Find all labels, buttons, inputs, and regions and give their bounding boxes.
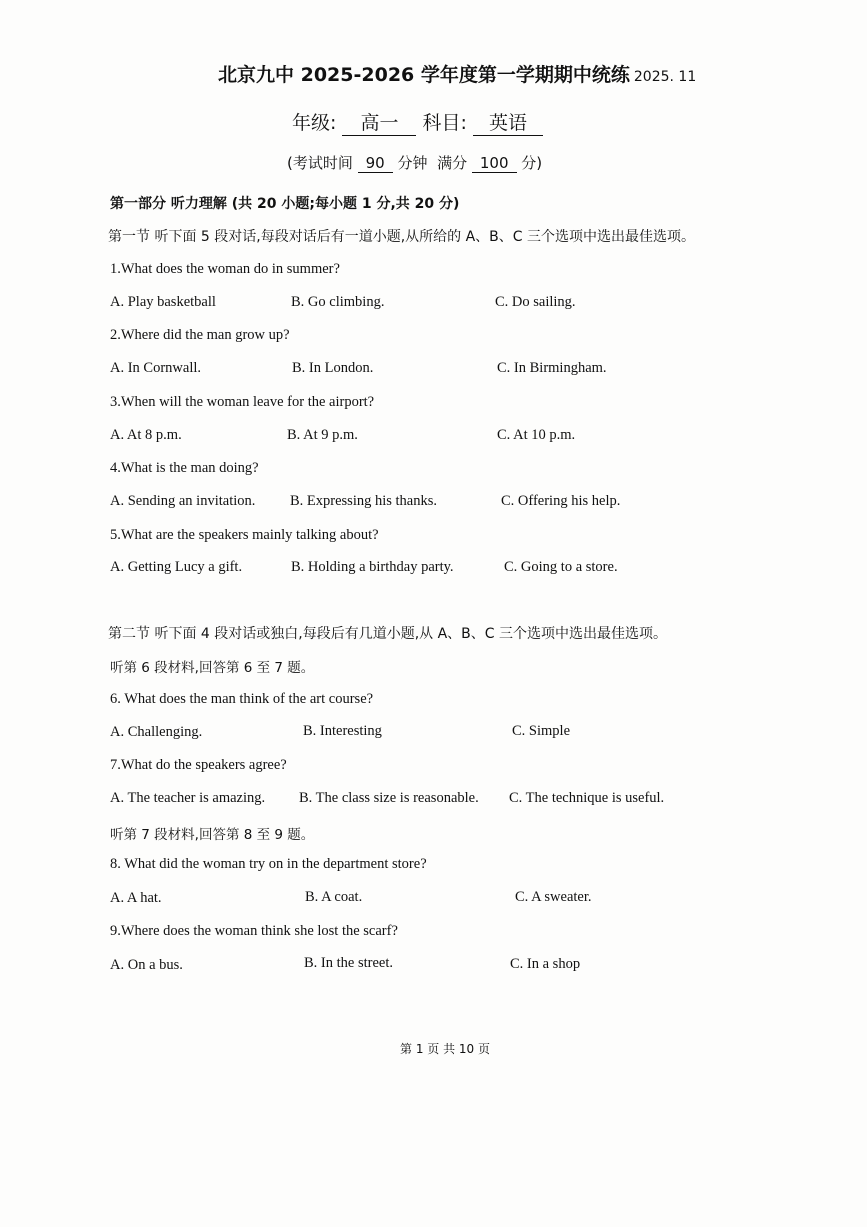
question-4: 4.What is the man doing?: [110, 460, 259, 476]
grade-subject-line: [292, 108, 543, 136]
question-1-option-a: A. Play basketball: [110, 294, 216, 310]
section1-instructions: 第一节 听下面 5 段对话,每段对话后有一道小题,从所给的 A、B、C 三个选项中选出最佳选项。: [108, 229, 696, 245]
question-7-option-b: B. The class size is reasonable.: [299, 790, 479, 806]
question-7-option-a: A. The teacher is amazing.: [110, 790, 266, 806]
question-8-option-a: A. A hat.: [110, 890, 162, 906]
grade-label: 年级:: [292, 112, 337, 134]
question-1: 1.What does the woman do in summer?: [110, 261, 340, 277]
full-score: 100: [472, 154, 517, 173]
question-2-option-b: B. In London.: [292, 360, 374, 376]
question-2: 2.Where did the man grow up?: [110, 327, 290, 343]
exam-duration: 90: [358, 154, 393, 173]
question-9-option-c: C. In a shop: [510, 956, 581, 972]
exam-title: [218, 60, 696, 87]
question-9-option-a: A. On a bus.: [110, 957, 183, 973]
material7-note: 听第 7 段材料,回答第 8 至 9 题。: [110, 827, 315, 843]
exam-meta-line: [287, 152, 542, 173]
page-number: 第 1 页 共 10 页: [400, 1042, 490, 1056]
section2-instructions: 第二节 听下面 4 段对话或独白,每段后有几道小题,从 A、B、C 三个选项中选出最佳选项。: [108, 626, 668, 642]
question-4-option-a: A. Sending an invitation.: [110, 493, 256, 509]
question-3-option-b: B. At 9 p.m.: [287, 427, 358, 443]
question-2-option-c: C. In Birmingham.: [497, 360, 607, 376]
question-5-option-a: A. Getting Lucy a gift.: [110, 559, 243, 575]
question-1-option-b: B. Go climbing.: [291, 294, 385, 310]
question-8-option-b: B. A coat.: [305, 889, 363, 905]
question-8-option-c: C. A sweater.: [515, 889, 592, 905]
question-4-option-b: B. Expressing his thanks.: [290, 493, 438, 509]
question-3-option-c: C. At 10 p.m.: [497, 427, 576, 443]
question-3-option-a: A. At 8 p.m.: [110, 427, 182, 443]
part1-title: 第一部分 听力理解 (共 20 小题;每小题 1 分,共 20 分): [110, 196, 460, 212]
minutes-label: 分钟: [397, 154, 428, 172]
question-5-option-c: C. Going to a store.: [504, 559, 618, 575]
question-2-option-a: A. In Cornwall.: [110, 360, 202, 376]
question-6-option-a: A. Challenging.: [110, 724, 203, 740]
question-6-option-b: B. Interesting: [303, 723, 382, 739]
question-4-option-c: C. Offering his help.: [501, 493, 621, 509]
question-7-option-c: C. The technique is useful.: [509, 790, 665, 806]
question-6: 6. What does the man think of the art course?: [110, 691, 374, 707]
question-5-option-b: B. Holding a birthday party.: [291, 559, 454, 575]
question-9: 9.Where does the woman think she lost the scarf?: [110, 923, 398, 939]
question-8: 8. What did the woman try on in the department store?: [110, 856, 427, 872]
score-label: 满分: [437, 154, 468, 172]
subject-value: 英语: [473, 108, 543, 136]
subject-label: 科目:: [422, 112, 467, 134]
question-1-option-c: C. Do sailing.: [495, 294, 576, 310]
question-5: 5.What are the speakers mainly talking about?: [110, 527, 379, 543]
grade-value: 高一: [342, 108, 416, 136]
question-9-option-b: B. In the street.: [304, 955, 393, 971]
meta-open: (考试时间: [287, 154, 353, 172]
exam-date: 2025. 11: [633, 69, 697, 85]
question-3: 3.When will the woman leave for the airport?: [110, 394, 375, 410]
question-6-option-c: C. Simple: [512, 723, 571, 739]
exam-title-text: 北京九中 2025-2026 学年度第一学期期中统练: [218, 64, 630, 86]
points-close: 分): [521, 154, 543, 172]
material6-note: 听第 6 段材料,回答第 6 至 7 题。: [110, 660, 315, 676]
question-7: 7.What do the speakers agree?: [110, 757, 287, 773]
